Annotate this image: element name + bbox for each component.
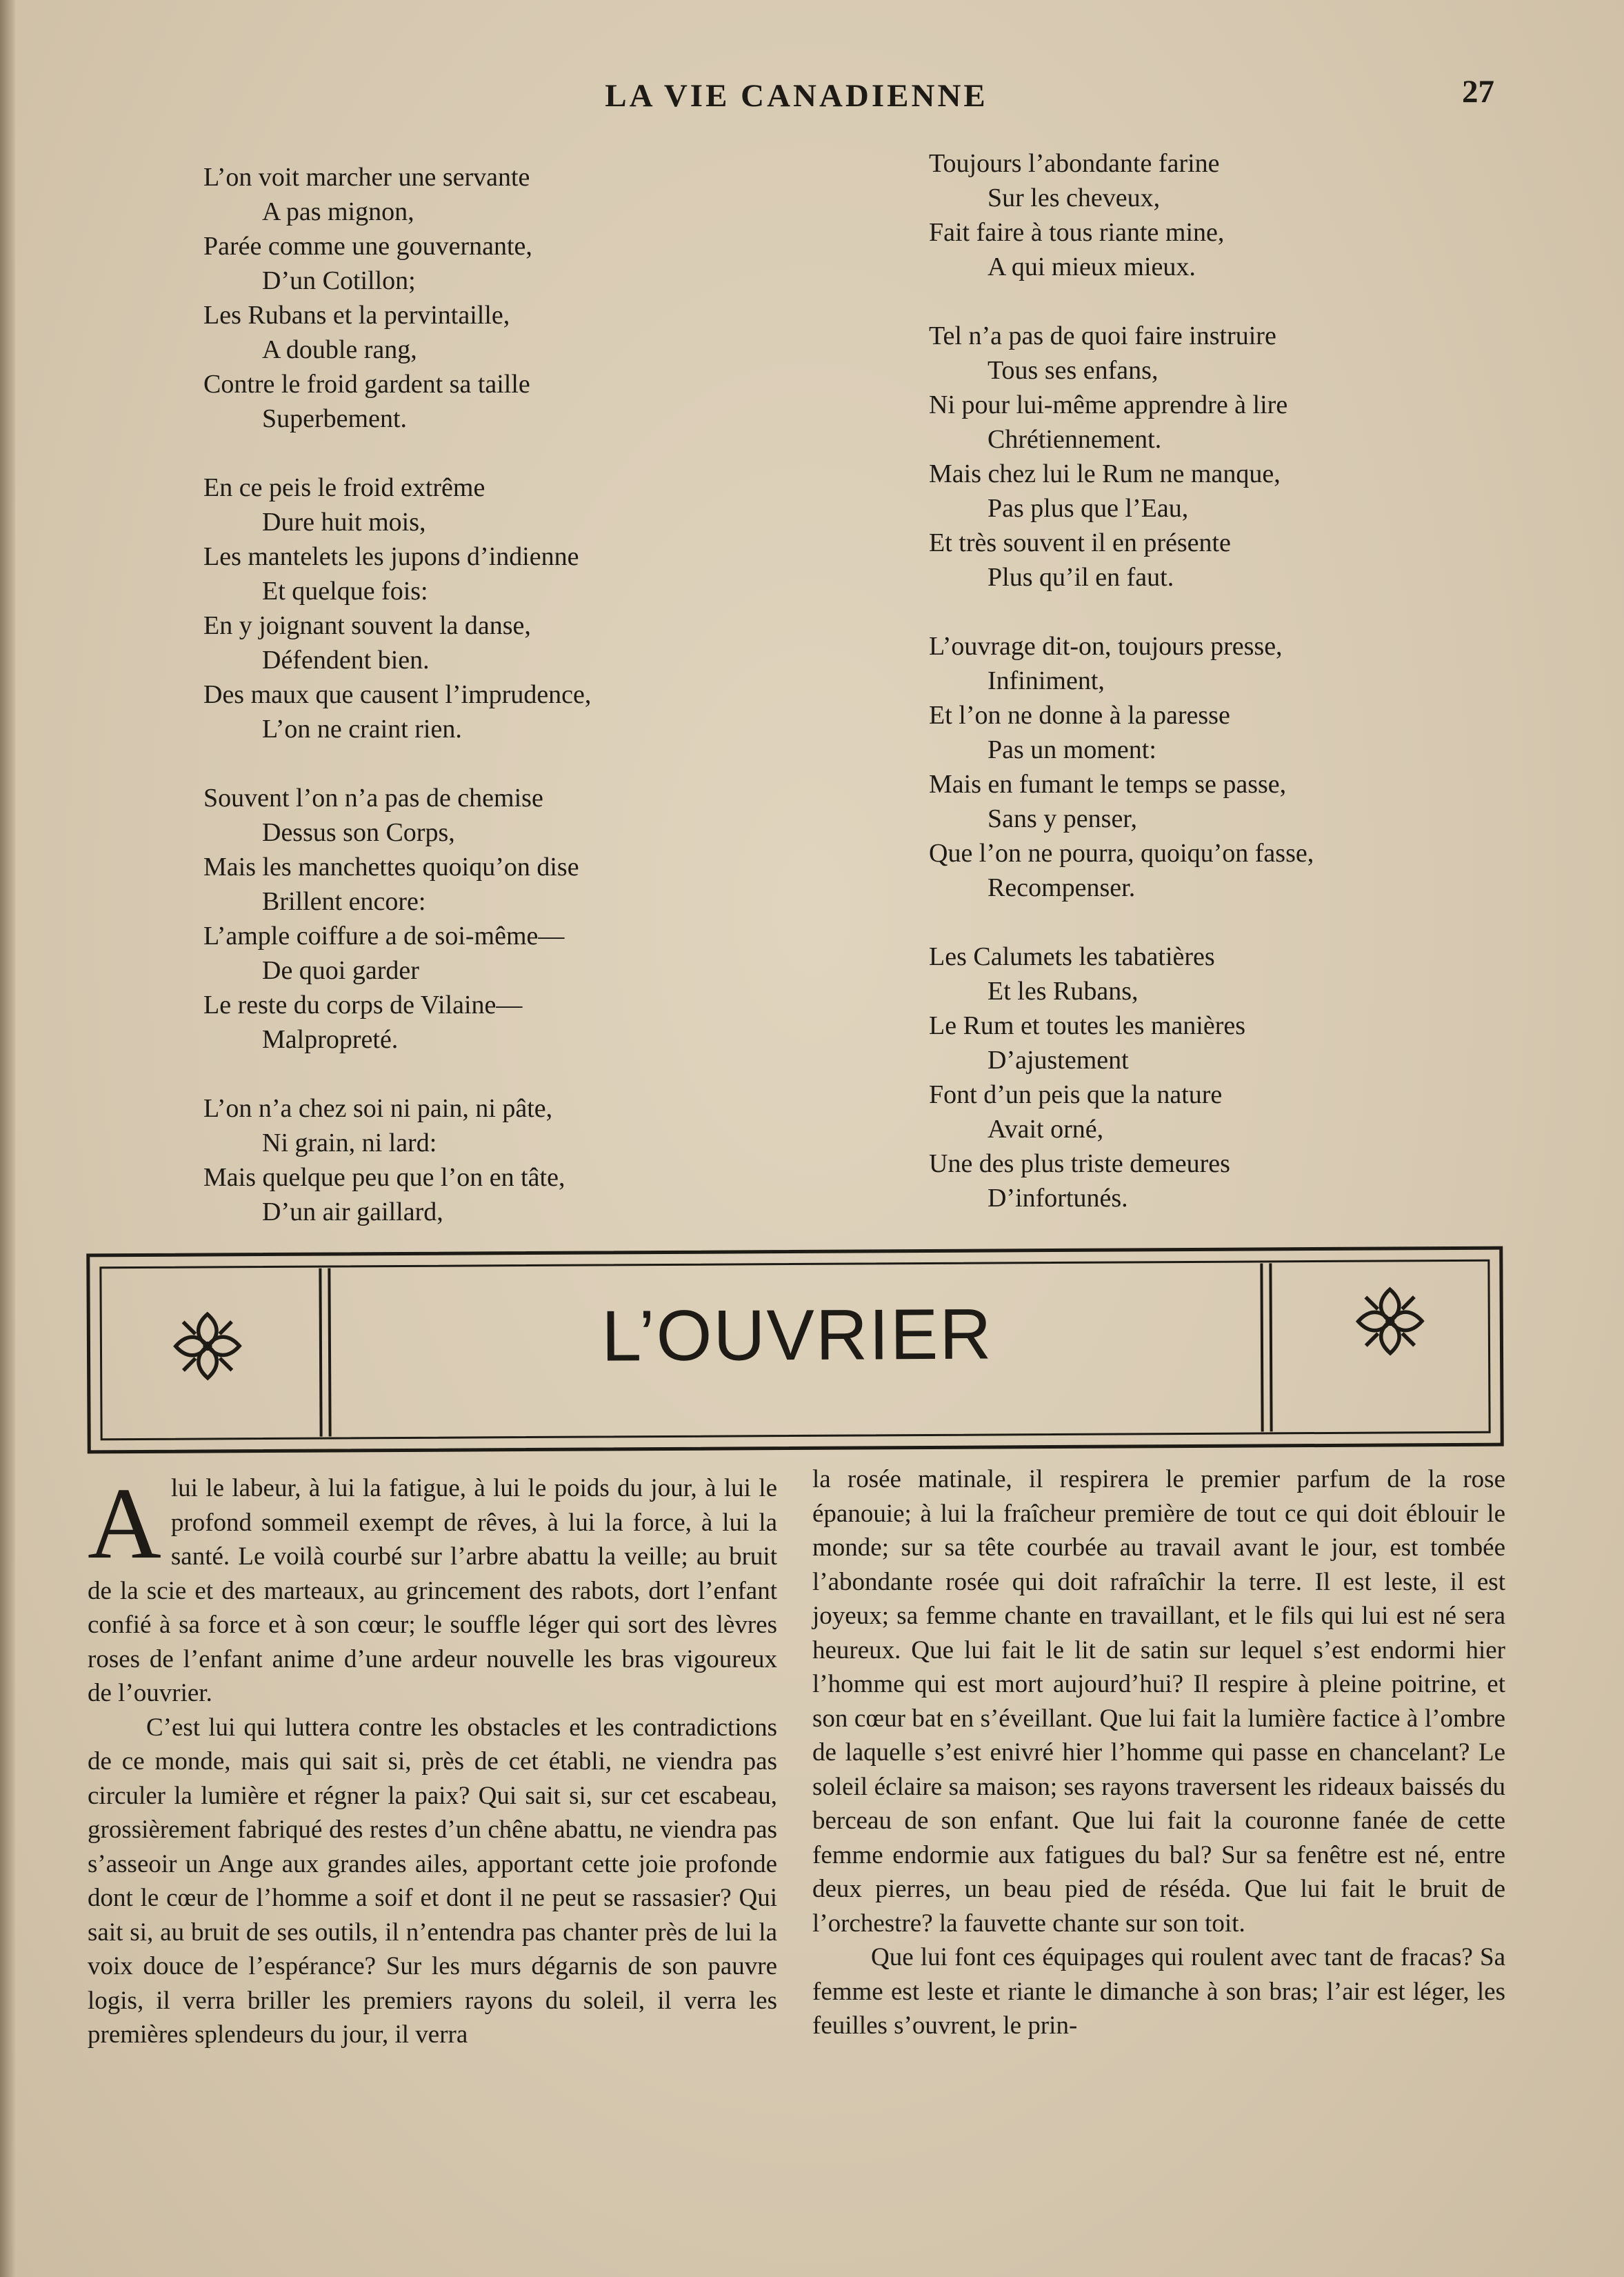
poem-line: D’un air gaillard,	[262, 1197, 443, 1226]
poem-line: Pas un moment:	[988, 735, 1156, 764]
poem-line: Sur les cheveux,	[988, 183, 1161, 212]
poem-line: D’ajustement	[988, 1046, 1129, 1075]
poem-line: D’infortunés.	[988, 1184, 1128, 1213]
poem-line: L’ouvrage dit-on, toujours presse,	[929, 632, 1283, 661]
poem-line: L’ample coiffure a de soi-même—	[203, 922, 565, 951]
poem-line: D’un Cotillon;	[262, 266, 416, 295]
stanza-break	[929, 905, 1412, 939]
poem-line: Et l’on ne donne à la paresse	[929, 701, 1230, 730]
stanza-break	[203, 1057, 700, 1091]
poem-line: Chrétiennement.	[988, 425, 1162, 454]
poem-line: Malpropreté.	[262, 1025, 399, 1054]
poem-line: Mais les manchettes quoiqu’on dise	[203, 853, 579, 882]
poem-line: Dessus son Corps,	[262, 818, 455, 847]
poem-line: De quoi garder	[262, 956, 419, 985]
poem-line: Et très souvent il en présente	[929, 528, 1231, 557]
poem-line: Tous ses enfans,	[988, 356, 1159, 385]
running-title: LA VIE CANADIENNE	[605, 78, 988, 114]
poem-line: L’on ne craint rien.	[262, 715, 462, 744]
article-title: L’OUVRIER	[601, 1294, 993, 1377]
poem-line: Mais quelque peu que l’on en tâte,	[203, 1163, 565, 1192]
poem-line: Souvent l’on n’a pas de chemise	[203, 784, 543, 813]
poem-line: Parée comme une gouvernante,	[203, 232, 532, 261]
article-column-right	[812, 1462, 1505, 2043]
drop-cap: A	[88, 1467, 161, 1580]
poem-line: En y joignant souvent la danse,	[203, 611, 531, 640]
frame-divider	[1269, 1263, 1272, 1431]
poem-line: L’on n’a chez soi ni pain, ni pâte,	[203, 1094, 553, 1123]
poem-line: A pas mignon,	[262, 197, 414, 226]
paragraph-text: lui le labeur, à lui la fatigue, à lui le poids du jour, à lui le profond sommeil exempt de rêves, à lui la force, à lui la santé. Le voilà courbé sur l’arbre abattu la veille; au bruit de la scie et des marteaux, au grincement des rabots, dort l’enfant confié à sa force et à son cœur; le souffle léger qui sort des lèvres roses de l’enfant anime d’une ardeur nouvelle les bras vigoureux de l’ouvrier.	[88, 1474, 777, 1707]
poem-line: Des maux que causent l’imprudence,	[203, 680, 592, 709]
poem-line: Font d’un peis que la nature	[929, 1080, 1223, 1109]
poem-column-left	[203, 160, 700, 1229]
poem-line: Fait faire à tous riante mine,	[929, 218, 1225, 247]
poem-line: Les Calumets les tabatières	[929, 942, 1215, 971]
poem-line: Contre le froid gardent sa taille	[203, 370, 530, 399]
poem-line: Avait orné,	[988, 1115, 1104, 1144]
article-column-left	[88, 1467, 777, 2052]
stanza-break	[929, 284, 1412, 319]
article-paragraph: la rosée matinale, il respirera le premier parfum de la rose épanouie; à lui la fraîcheur première de tout ce qui doit éblouir le monde; sur sa tête courbée au travail avant le jour, est tombée l’abondante rosée qui doit rafraîchir la terre. Il est leste, il est joyeux; sa femme chante en travaillant, et le fils qui lui est né sera heureux. Que lui fait le lit de satin sur lequel s’est endormi hier l’homme qui est mort aujourd’hui? Il respire à pleine poitrine, et son cœur bat en s’éveillant. Que lui fait la lumière factice à l’ombre de laquelle s’est enivré hier l’homme qui passe en chancelant? Le soleil éclaire sa maison; ses rayons traversent les rideaux baissés du berceau de son enfant. Que lui fait la couronne fanée de cette femme endormie aux fatigues du bal? Sur sa fenêtre est né, entre deux pierres, un beau pied de réséda. Que lui fait le bruit de l’orchestre? la fauvette chante sur son toit.	[812, 1465, 1505, 1938]
floral-ornament-icon	[170, 1308, 246, 1384]
frame-divider	[1260, 1263, 1263, 1431]
page-binding-edge	[0, 0, 15, 2277]
poem-line: Brillent encore:	[262, 887, 426, 916]
poem-line: Pas plus que l’Eau,	[988, 494, 1189, 523]
poem-line: Les Rubans et la pervintaille,	[203, 301, 510, 330]
stanza-break	[203, 436, 700, 470]
poem-line: Une des plus triste demeures	[929, 1149, 1230, 1178]
poem-line: Superbement.	[262, 404, 408, 433]
poem-line: Infiniment,	[988, 666, 1105, 695]
floral-ornament-icon	[1352, 1283, 1429, 1360]
poem-line: Défendent bien.	[262, 646, 430, 675]
article-paragraph: C’est lui qui luttera contre les obstacles et les contradictions de ce monde, mais qui sait si, près de cet établi, ne viendra pas circuler la lumière et régner la paix? Qui sait si, sur cet escabeau, grossièrement fabriqué des restes d’un chêne abattu, ne viendra pas s’asseoir un Ange aux grandes ailes, apportant cette joie profonde dont le cœur de l’homme a soif et dont il ne peut se rassasier? Qui sait si, au bruit de ses outils, il n’entendra pas chanter près de lui la voix douce de l’espérance? Sur les murs dégarnis de son pauvre logis, il verra briller les premiers rayons du soleil, il verra les premières splendeurs du jour, il verra	[88, 1713, 777, 2049]
poem-line: Mais chez lui le Rum ne manque,	[929, 459, 1281, 488]
poem-line: Et les Rubans,	[988, 977, 1139, 1006]
poem-column-right	[929, 146, 1412, 1215]
article-title-frame	[86, 1246, 1503, 1454]
stanza-break	[929, 595, 1412, 629]
poem-line: Plus qu’il en faut.	[988, 563, 1174, 592]
stanza-break	[203, 746, 700, 781]
article-paragraph	[88, 1467, 777, 1711]
poem-line: Ni pour lui-même apprendre à lire	[929, 390, 1288, 419]
poem-line: Et quelque fois:	[262, 577, 428, 606]
poem-line: Le Rum et toutes les manières	[929, 1011, 1246, 1040]
poem-line: Tel n’a pas de quoi faire instruire	[929, 321, 1276, 350]
frame-divider	[319, 1269, 322, 1437]
page-number: 27	[1462, 74, 1494, 110]
poem-line: Le reste du corps de Vilaine—	[203, 991, 523, 1020]
frame-divider	[328, 1269, 331, 1437]
poem-line: Ni grain, ni lard:	[262, 1128, 437, 1157]
poem-line: Toujours l’abondante farine	[929, 149, 1220, 178]
poem-line: Recompenser.	[988, 873, 1136, 902]
article-paragraph: Que lui font ces équipages qui roulent avec tant de fracas? Sa femme est leste et riante le dimanche à son bras; l’air est léger, les feuilles s’ouvrent, le prin-	[812, 1943, 1505, 2040]
poem-line: L’on voit marcher une servante	[203, 163, 530, 192]
poem-line: En ce peis le froid extrême	[203, 473, 485, 502]
poem-line: Dure huit mois,	[262, 508, 426, 537]
poem-line: Mais en fumant le temps se passe,	[929, 770, 1287, 799]
poem-line: Que l’on ne pourra, quoiqu’on fasse,	[929, 839, 1314, 868]
poem-line: A double rang,	[262, 335, 417, 364]
poem-line: Sans y penser,	[988, 804, 1137, 833]
poem-line: Les mantelets les jupons d’indienne	[203, 542, 579, 571]
poem-line: A qui mieux mieux.	[988, 252, 1196, 281]
